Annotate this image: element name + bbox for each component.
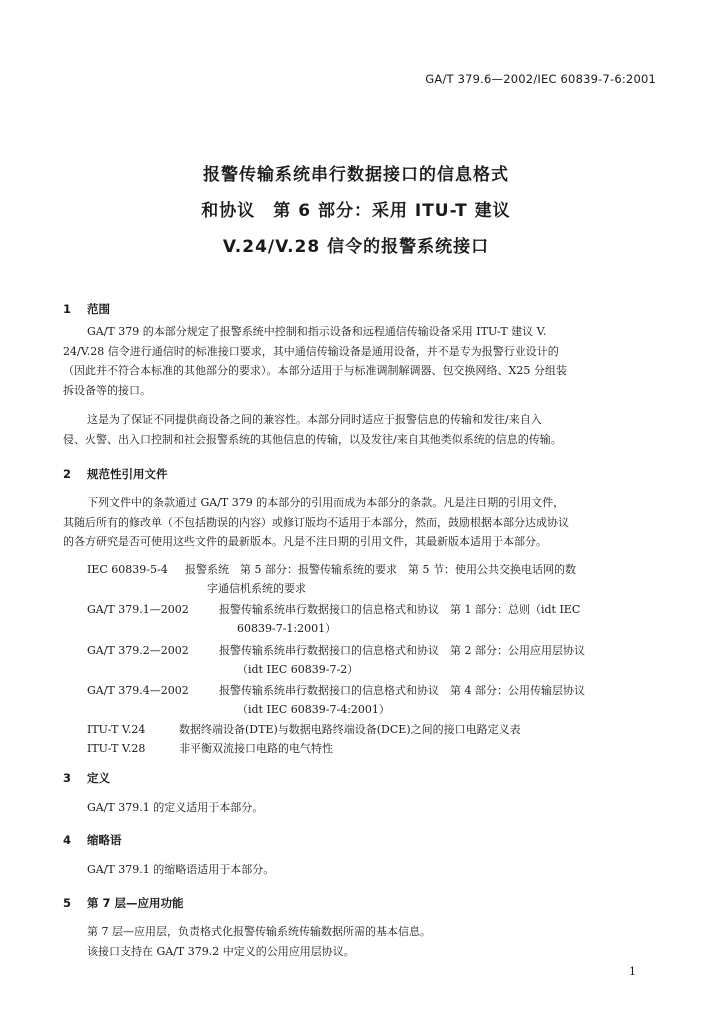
text-line: 该接口支持在 GA/T 379.2 中定义的公用应用层协议。 bbox=[87, 944, 355, 958]
scope-paragraph-2 bbox=[63, 410, 657, 449]
section-title: 缩略语 bbox=[87, 833, 122, 847]
reference-code: ITU-T V.28 bbox=[87, 742, 146, 755]
reference-title-cont: （idt IEC 60839-7-2） bbox=[237, 663, 359, 676]
text-line: 拆设备等的接口。 bbox=[63, 383, 151, 397]
section-title: 范围 bbox=[87, 302, 110, 316]
section-2-heading bbox=[63, 466, 168, 482]
section-title: 第 7 层—应用功能 bbox=[87, 896, 184, 910]
reference-code: GA/T 379.1—2002 bbox=[87, 603, 189, 616]
section-title: 定义 bbox=[87, 771, 110, 785]
title-line-3: V.24/V.28 信令的报警系统接口 bbox=[222, 237, 490, 257]
application-layer-text bbox=[87, 922, 647, 961]
section-4-heading bbox=[63, 832, 122, 848]
text-line: 侵、火警、出入口控制和社会报警系统的其他信息的传输，以及发往/来自其他类似系统的信息的传输。 bbox=[63, 432, 562, 446]
definitions-text: GA/T 379.1 的定义适用于本部分。 bbox=[87, 801, 264, 814]
title-line-2: 和协议 第 6 部分：采用 ITU-T 建议 bbox=[201, 201, 511, 221]
reference-title-cont: 60839-7-1:2001） bbox=[237, 622, 337, 635]
reference-code: ITU-T V.24 bbox=[87, 723, 146, 736]
document-code-header: GA/T 379.6—2002/IEC 60839-7-6:2001 bbox=[425, 72, 656, 86]
reference-title-cont: 字通信机系统的要求 bbox=[207, 582, 306, 595]
section-number: 5 bbox=[63, 896, 72, 910]
reference-title: 报警传输系统串行数据接口的信息格式和协议 第 2 部分：公用应用层协议 bbox=[219, 644, 585, 657]
reference-title-cont: （idt IEC 60839-7-4:2001） bbox=[237, 703, 390, 716]
section-1-heading bbox=[63, 301, 110, 317]
text-line: 第 7 层—应用层，负责格式化报警传输系统传输数据所需的基本信息。 bbox=[87, 925, 431, 938]
reference-code: IEC 60839-5-4 bbox=[87, 563, 168, 576]
reference-title: 报警系统 第 5 部分：报警传输系统的要求 第 5 节：使用公共交换电话网的数 bbox=[185, 563, 576, 576]
text-line: 的各方研究是否可使用这些文件的最新版本。凡是不注日期的引用文件，其最新版本适用于本部分。 bbox=[63, 535, 547, 548]
normative-references-intro bbox=[63, 493, 657, 552]
section-3-heading bbox=[63, 770, 110, 786]
section-5-heading bbox=[63, 895, 184, 911]
text-line: （因此并不符合本标准的其他部分的要求）。本部分适用于与标准调制解调器、包交换网络、X25 分组装 bbox=[63, 364, 567, 377]
reference-code: GA/T 379.2—2002 bbox=[87, 644, 189, 657]
reference-entry bbox=[87, 641, 585, 679]
reference-title: 非平衡双流接口电路的电气特性 bbox=[179, 742, 333, 755]
section-number: 1 bbox=[63, 302, 72, 316]
section-number: 2 bbox=[63, 467, 72, 481]
reference-title: 报警传输系统串行数据接口的信息格式和协议 第 1 部分：总则（idt IEC bbox=[219, 603, 581, 616]
reference-entry bbox=[87, 600, 580, 638]
title-line-1: 报警传输系统串行数据接口的信息格式 bbox=[203, 165, 509, 185]
reference-code: GA/T 379.4—2002 bbox=[87, 684, 189, 697]
page-number: 1 bbox=[629, 965, 636, 978]
text-line: 其随后所有的修改单（不包括勘误的内容）或修订版均不适用于本部分，然而，鼓励根据本部分达成协议 bbox=[63, 515, 569, 529]
abbreviations-text: GA/T 379.1 的缩略语适用于本部分。 bbox=[87, 863, 275, 876]
scope-paragraph-1 bbox=[63, 322, 657, 400]
text-line: 24/V.28 信令进行通信时的标准接口要求，其中通信传输设备是通用设备，并不是专为报警行业设计的 bbox=[63, 344, 559, 358]
reference-title: 报警传输系统串行数据接口的信息格式和协议 第 4 部分：公用传输层协议 bbox=[219, 684, 585, 697]
section-number: 3 bbox=[63, 771, 72, 785]
text-line: 这是为了保证不同提供商设备之间的兼容性。本部分同时适应于报警信息的传输和发往/来自入 bbox=[87, 413, 542, 426]
text-line: 下列文件中的条款通过 GA/T 379 的本部分的引用而成为本部分的条款。凡是注日期的引用文件， bbox=[87, 496, 565, 509]
text-line: GA/T 379 的本部分规定了报警系统中控制和指示设备和远程通信传输设备采用 ITU-T 建议 V. bbox=[87, 325, 547, 338]
section-title: 规范性引用文件 bbox=[87, 467, 168, 481]
reference-entry bbox=[87, 739, 333, 758]
reference-title: 数据终端设备(DTE)与数据电路终端设备(DCE)之间的接口电路定义表 bbox=[179, 723, 521, 736]
reference-entry bbox=[87, 720, 521, 739]
section-number: 4 bbox=[63, 833, 72, 847]
reference-entry bbox=[87, 560, 576, 598]
reference-entry bbox=[87, 681, 585, 719]
document-title bbox=[0, 157, 712, 265]
